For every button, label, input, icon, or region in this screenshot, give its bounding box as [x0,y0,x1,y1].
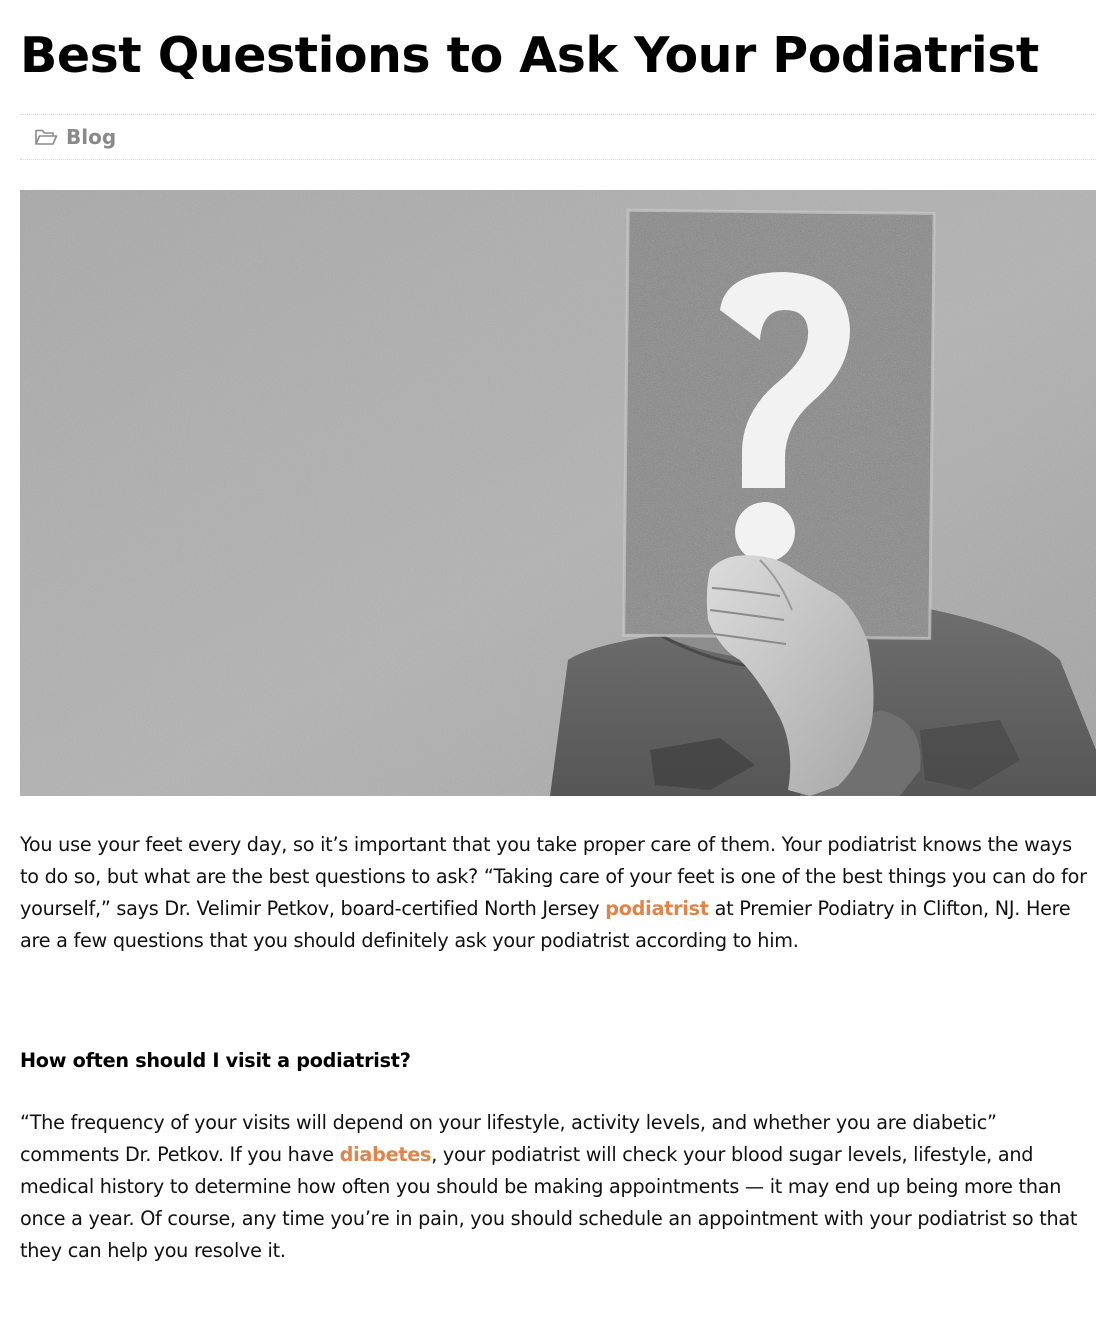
intro-text-2: at Premier Podiatry in Clifton, NJ. Here are a few questions that you should definitely ask your podiatrist according to him. [20,897,1071,952]
category-link-blog[interactable]: Blog [66,125,117,149]
section-text-1: “The frequency of your visits will depend on your lifestyle, activity levels, and whether you are diabetic” comments Dr. Petkov. If you have [20,1111,997,1166]
intro-text-1: You use your feet every day, so it’s important that you take proper care of them. Your podiatrist knows the ways to do so, but what are the best questions to ask? “Taking care of your feet is one of the best things you can do for yourself,” says Dr. Velimir Petkov, board-certified North Jersey [20,833,1087,920]
section-text-2: , your podiatrist will check your blood sugar levels, lifestyle, and medical history to determine how often you should be making appointments — it may end up being more than once a year. Of course, any time you’re in pain, you should schedule an appointment with your podiatrist so that they can help you resolve it. [20,1143,1078,1262]
post-meta-bar [20,114,1096,160]
hero-image [20,190,1096,796]
folder-open-icon [34,127,58,147]
diabetes-link[interactable]: diabetes [339,1143,432,1166]
section-heading-visit-frequency: How often should I visit a podiatrist? [20,1049,411,1072]
page-title: Best Questions to Ask Your Podiatrist [20,27,1039,84]
article-content [20,829,1096,1267]
visit-frequency-paragraph [20,1107,1096,1267]
podiatrist-link[interactable]: podiatrist [605,897,709,920]
intro-paragraph [20,829,1096,957]
